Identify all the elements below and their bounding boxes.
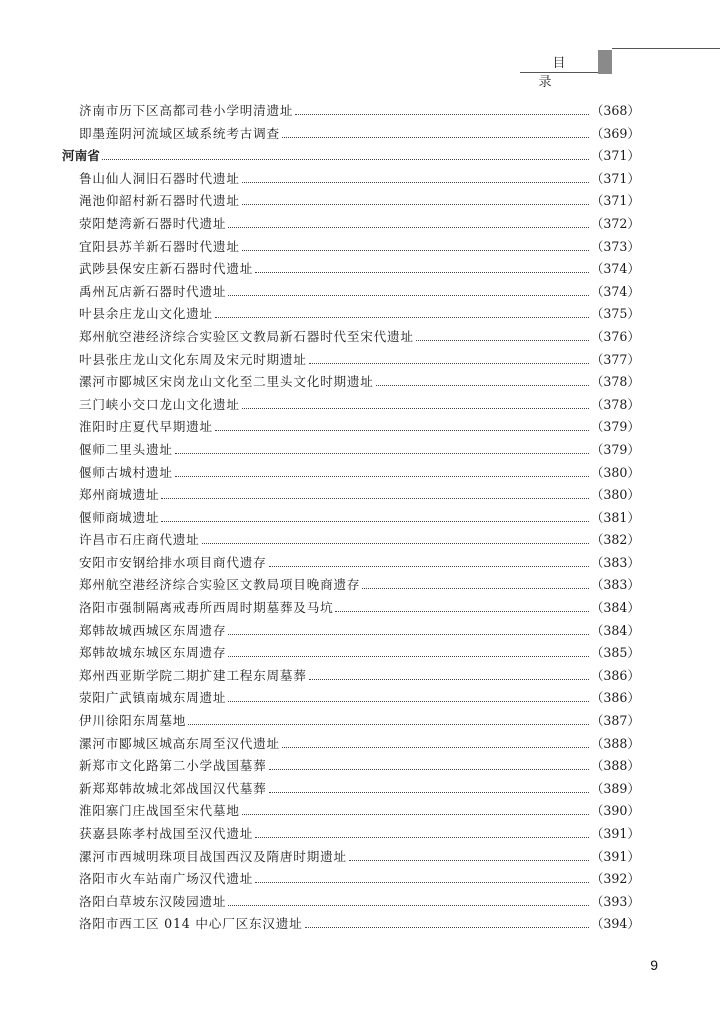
toc-entry-page: （374） (590, 261, 640, 277)
toc-entry-page: （388） (590, 735, 640, 751)
toc-leader-dots (242, 249, 589, 251)
toc-entry[interactable] (62, 168, 640, 191)
toc-leader-dots (282, 746, 589, 748)
toc-leader-dots (242, 181, 589, 183)
toc-entry-title: 获嘉县陈孝村战国至汉代遗址 (79, 826, 254, 841)
toc-leader-dots (416, 339, 589, 341)
toc-entry[interactable] (62, 846, 640, 869)
toc-entry-page: （379） (590, 441, 640, 457)
toc-entry[interactable] (62, 123, 640, 146)
toc-entry-title: 偃师古城村遗址 (79, 464, 173, 480)
toc-entry[interactable] (62, 597, 640, 620)
toc-leader-dots (269, 791, 589, 793)
toc-entry[interactable] (62, 687, 640, 710)
toc-entry-page: （386） (590, 690, 640, 706)
toc-entry-page: （377） (590, 351, 640, 367)
toc-leader-dots (255, 836, 589, 838)
toc-leader-dots (376, 384, 589, 386)
toc-entry-title: 安阳市安钢给排水项目商代遗存 (79, 554, 267, 570)
toc-leader-dots (228, 633, 588, 635)
toc-entry-page: （369） (590, 125, 640, 141)
toc-entry-title: 淮阳时庄夏代早期遗址 (79, 419, 213, 435)
toc-leader-dots (228, 904, 588, 906)
toc-entry[interactable] (62, 868, 640, 891)
toc-entry-title: 渑池仰韶村新石器时代遗址 (79, 193, 240, 209)
toc-entry-page: （376） (590, 328, 640, 344)
toc-entry-title: 漯河市郾城区城高东周至汉代遗址 (79, 735, 280, 751)
toc-entry-title: 即墨莲阴河流域区域系统考古调查 (79, 125, 280, 141)
toc-entry-page: （387） (590, 713, 640, 729)
toc-entry[interactable] (62, 823, 640, 846)
toc-entry-page: （380） (590, 487, 640, 503)
toc-entry-title: 洛阳市火车站南广场汉代遗址 (79, 871, 254, 887)
toc-entry-title: 郑韩故城东城区东周遗存 (79, 645, 227, 661)
toc-entry[interactable] (62, 349, 640, 372)
toc-entry-page: （386） (590, 667, 640, 683)
toc-entry-title: 新郑郑韩故城北郊战国汉代墓葬 (79, 780, 267, 796)
toc-entry-page: （378） (590, 396, 640, 412)
toc-entry[interactable] (62, 507, 640, 530)
toc-entry-page: （383） (590, 554, 640, 570)
toc-entry[interactable] (62, 462, 640, 485)
toc-entry-title: 叶县余庄龙山文化遗址 (79, 306, 213, 322)
toc-entry[interactable] (62, 755, 640, 778)
toc-leader-dots (242, 203, 589, 205)
toc-entry-page: （390） (590, 803, 640, 819)
toc-entry-page: （368） (590, 103, 640, 118)
toc-entry[interactable] (62, 281, 640, 304)
page-number: 9 (650, 957, 658, 973)
toc-entry-title: 偃师二里头遗址 (79, 441, 173, 457)
toc-entry[interactable] (62, 484, 640, 507)
toc-entry[interactable] (62, 891, 640, 914)
toc-leader-dots (295, 113, 588, 115)
toc-entry[interactable] (62, 710, 640, 733)
toc-leader-dots (255, 271, 589, 273)
toc-entry-title: 漯河市郾城区宋岗龙山文化至二里头文化时期遗址 (79, 374, 374, 390)
toc-entry[interactable] (62, 529, 640, 552)
toc-leader-dots (362, 587, 588, 589)
toc-entry-page: （383） (590, 577, 640, 593)
toc-entry[interactable] (62, 642, 640, 665)
toc-leader-dots (309, 678, 589, 680)
toc-entry-page: （375） (590, 306, 640, 322)
toc-leader-dots (282, 136, 589, 138)
toc-entry[interactable] (62, 733, 640, 756)
toc-entry-page: （382） (590, 532, 640, 548)
toc-leader-dots (188, 723, 589, 725)
toc-entry-page: （388） (590, 758, 640, 774)
toc-entry-page: （393） (590, 893, 640, 909)
toc-entry[interactable] (62, 371, 640, 394)
toc-entry-title: 禹州瓦店新石器时代遗址 (79, 283, 227, 299)
toc-entry-title: 漯河市西城明珠项目战国西汉及隋唐时期遗址 (79, 848, 347, 864)
toc-entry-page: （391） (590, 848, 640, 864)
toc-entry-title: 三门峡小交口龙山文化遗址 (79, 396, 240, 412)
toc-entry[interactable] (62, 303, 640, 326)
toc-leader-dots (202, 542, 589, 544)
toc-entry-page: （384） (590, 600, 640, 616)
toc-entry-title: 新郑市文化路第二小学战国墓葬 (79, 758, 267, 774)
toc-leader-dots (242, 813, 589, 815)
toc-entry[interactable] (62, 665, 640, 688)
toc-entry-title: 郑州航空港经济综合实验区文教局新石器时代至宋代遗址 (79, 328, 414, 344)
toc-entry-title: 郑州航空港经济综合实验区文教局项目晚商遗存 (79, 577, 361, 593)
toc-entry[interactable] (62, 258, 640, 281)
toc-entry-page: （381） (590, 509, 640, 525)
toc-entry-title: 宜阳县苏羊新石器时代遗址 (79, 238, 240, 254)
toc-entry[interactable] (62, 574, 640, 597)
toc-leader-dots (215, 429, 589, 431)
toc-entry-title: 伊川徐阳东周墓地 (79, 713, 187, 729)
toc-entry[interactable] (62, 213, 640, 236)
toc-leader-dots (349, 859, 589, 861)
toc-entry[interactable] (62, 326, 640, 349)
toc-leader-dots (228, 655, 588, 657)
toc-entry-title: 郑州西亚斯学院二期扩建工程东周墓葬 (79, 667, 307, 683)
toc-entry-page: （391） (590, 826, 640, 841)
header-tab-marker (598, 50, 612, 74)
toc-leader-dots (175, 475, 589, 477)
toc-leader-dots (269, 565, 589, 567)
toc-entry-page: （379） (590, 419, 640, 435)
toc-entry-page: （380） (590, 464, 640, 480)
toc-entry-page: （373） (590, 238, 640, 254)
toc-entry[interactable] (62, 552, 640, 575)
toc-leader-dots (215, 316, 589, 318)
toc-entry-page: （392） (590, 871, 640, 887)
toc-entry-page: （394） (590, 916, 640, 932)
toc-entry[interactable] (62, 913, 640, 936)
toc-leader-dots (335, 610, 588, 612)
toc-entry-title: 许昌市石庄商代遗址 (79, 532, 200, 548)
toc-leader-dots (309, 362, 589, 364)
toc-entry[interactable] (62, 620, 640, 643)
toc-entry-title: 淮阳寨门庄战国至宋代墓地 (79, 803, 240, 819)
toc-entry-page: （372） (590, 215, 640, 231)
toc-entry-title: 郑州商城遗址 (79, 487, 160, 503)
toc-entry[interactable] (62, 800, 640, 823)
toc-entry-page: （384） (590, 622, 640, 638)
toc-entry-title: 洛阳市西工区 014 中心厂区东汉遗址 (79, 916, 303, 932)
toc-leader-dots (269, 768, 589, 770)
toc-leader-dots (228, 700, 588, 702)
toc-entry[interactable] (62, 416, 640, 439)
toc-leader-dots (242, 407, 589, 409)
toc-entry[interactable] (62, 190, 640, 213)
toc-entry[interactable] (62, 439, 640, 462)
table-of-contents (62, 100, 640, 936)
toc-entry-title: 荥阳广武镇南城东周遗址 (79, 690, 227, 706)
toc-entry-title: 荥阳楚湾新石器时代遗址 (79, 215, 227, 231)
toc-entry-page: （371） (590, 148, 640, 164)
toc-section-heading[interactable] (62, 145, 640, 168)
toc-entry-page: （371） (590, 193, 640, 209)
toc-entry-page: （374） (590, 283, 640, 299)
toc-entry-page: （378） (590, 374, 640, 390)
toc-leader-dots (161, 497, 588, 499)
toc-leader-dots (255, 881, 589, 883)
toc-leader-dots (161, 520, 588, 522)
toc-leader-dots (228, 294, 588, 296)
toc-leader-dots (228, 226, 588, 228)
toc-leader-dots (102, 158, 589, 160)
toc-entry-title: 河南省 (62, 148, 100, 164)
toc-entry-title: 济南市历下区高都司巷小学明清遗址 (79, 103, 294, 118)
toc-entry-title: 郑韩故城西城区东周遗存 (79, 622, 227, 638)
toc-entry-title: 洛阳白草坡东汉陵园遗址 (79, 893, 227, 909)
header-rule-top (612, 48, 720, 49)
toc-entry-title: 武陟县保安庄新石器时代遗址 (79, 261, 254, 277)
toc-entry[interactable] (62, 236, 640, 259)
toc-entry[interactable] (62, 100, 640, 123)
toc-entry-title: 偃师商城遗址 (79, 509, 160, 525)
toc-entry-page: （389） (590, 780, 640, 796)
toc-entry-title: 叶县张庄龙山文化东周及宋元时期遗址 (79, 351, 307, 367)
toc-entry-page: （385） (590, 645, 640, 661)
toc-entry[interactable] (62, 394, 640, 417)
toc-leader-dots (175, 452, 589, 454)
toc-entry-page: （371） (590, 170, 640, 186)
header-rule-bottom (520, 72, 598, 73)
toc-entry-title: 洛阳市强制隔离戒毒所西周时期墓葬及马坑 (79, 600, 334, 616)
toc-entry-title: 鲁山仙人洞旧石器时代遗址 (79, 170, 240, 186)
toc-entry[interactable] (62, 778, 640, 801)
toc-leader-dots (305, 926, 589, 928)
page-header-title: 目 录 (538, 56, 594, 90)
